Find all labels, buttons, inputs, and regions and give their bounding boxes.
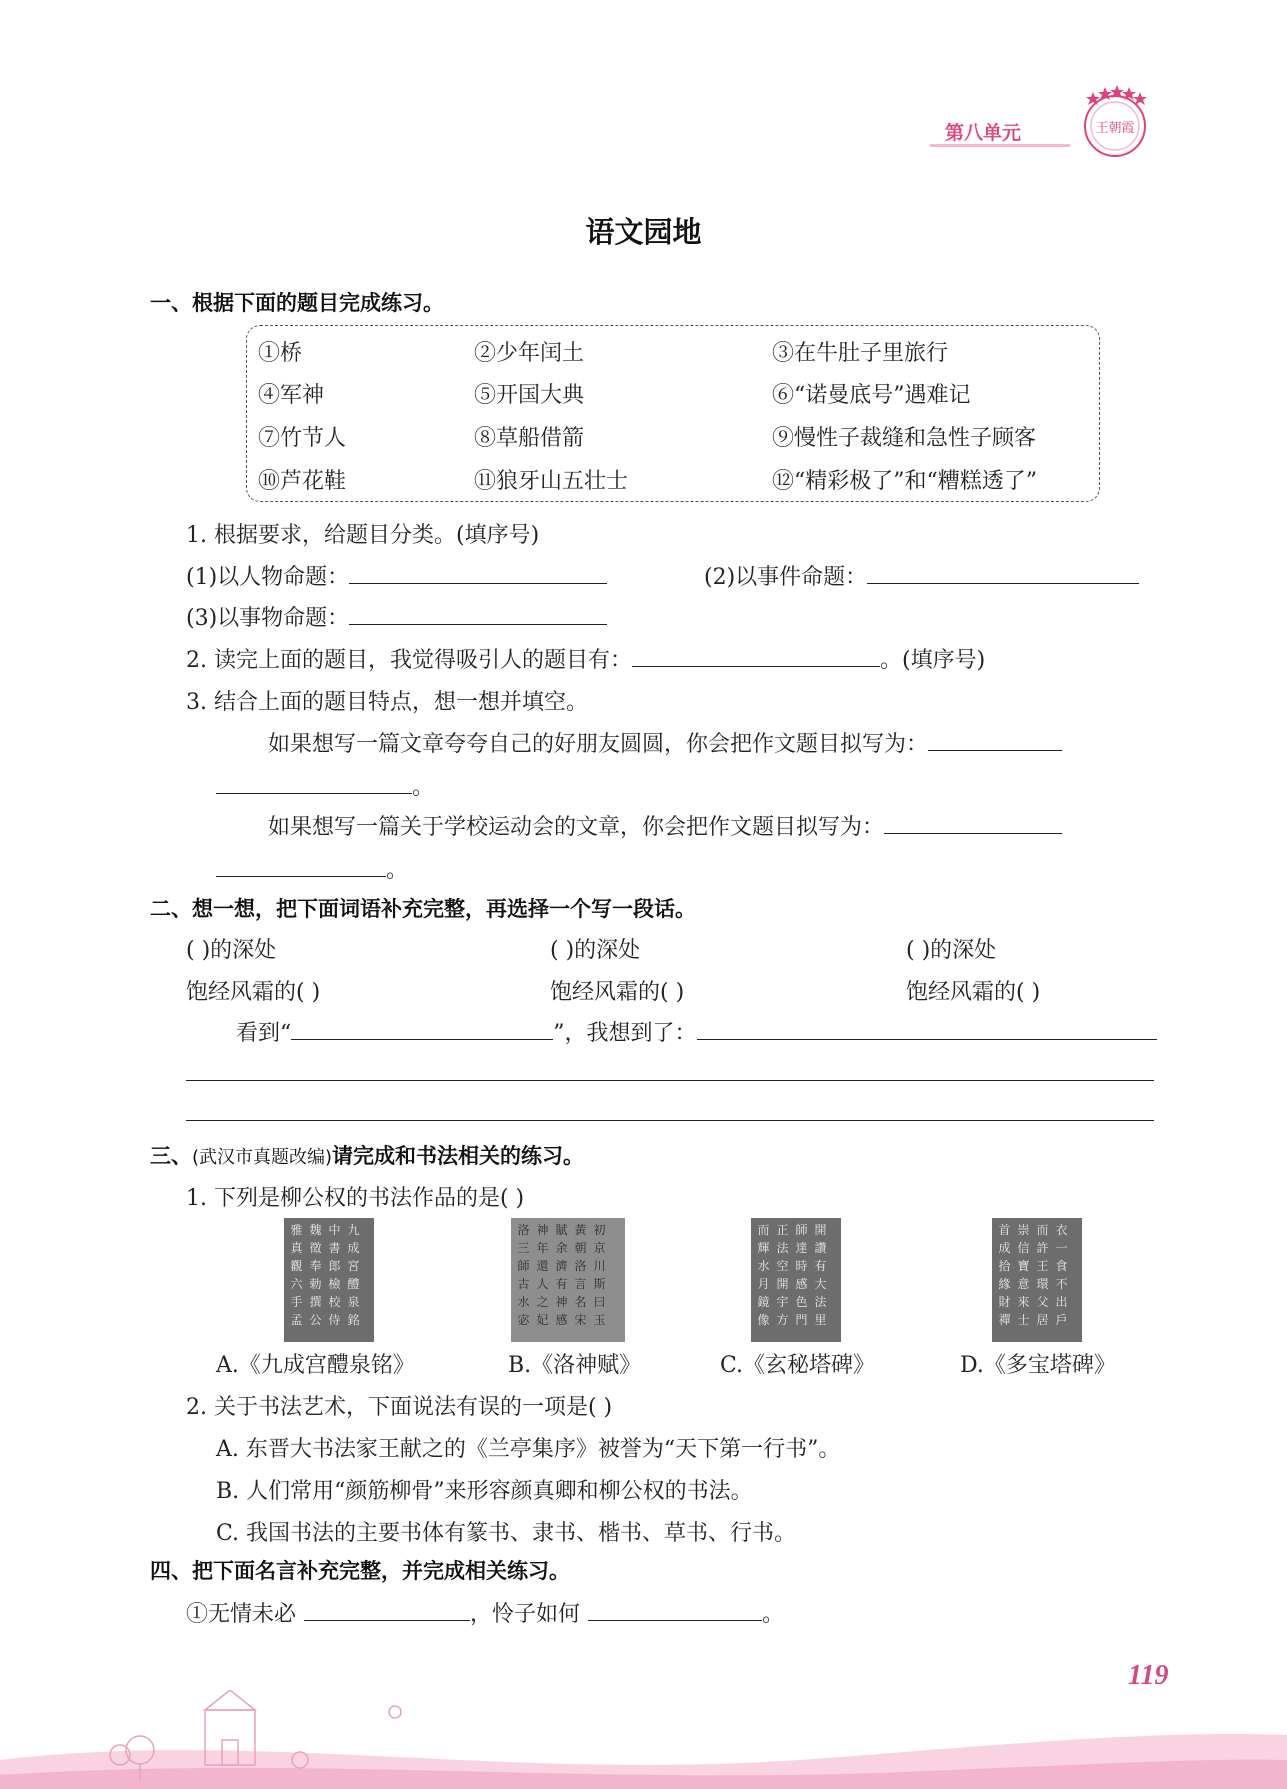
see-mid: ”，我想到了： (553, 1021, 697, 1046)
footer-decoration (0, 1690, 1287, 1789)
option-b[interactable]: B.《洛神赋》 (508, 1353, 642, 1378)
q3-sports-row (268, 810, 1062, 841)
question-1-3: 3. 结合上面的题目特点，想一想并填空。 (186, 690, 588, 715)
q3-sports-text: 如果想写一篇关于学校运动会的文章，你会把作文题目拟写为： (268, 815, 885, 840)
q1-person-label: (1)以人物命题： (186, 565, 350, 590)
title-item: ④军神 (258, 383, 325, 408)
frost-item[interactable]: 饱经风霜的( ) (186, 980, 321, 1005)
title-item: ③在牛肚子里旅行 (772, 341, 949, 366)
deep-item[interactable]: ( )的深处 (906, 938, 997, 963)
quote-blank-2[interactable] (588, 1600, 762, 1621)
frost-item[interactable]: 饱经风霜的( ) (906, 980, 1041, 1005)
see-row (236, 1016, 1157, 1047)
q2-option-b[interactable]: B. 人们常用“颜筋柳骨”来形容颜真卿和柳公权的书法。 (216, 1479, 753, 1504)
option-a[interactable]: A.《九成宫醴泉铭》 (216, 1353, 415, 1378)
quote-part-b: ，怜子如何 (470, 1602, 581, 1627)
title-item: ⑤开国大典 (474, 383, 585, 408)
section-3-heading (150, 1140, 584, 1170)
q3-sports-blank-1[interactable] (884, 813, 1062, 834)
see-thought-blank[interactable] (697, 1019, 1157, 1040)
title-item: ⑦竹节人 (258, 426, 347, 451)
unit-label: 第八单元 (945, 122, 1022, 144)
q1-thing-row (186, 601, 607, 632)
title-item: ⑫“精彩极了”和“糟糕透了” (772, 469, 1037, 494)
section-3-source: (武汉市真题改编) (192, 1147, 333, 1168)
page-number: 119 (1128, 1660, 1169, 1691)
writing-line[interactable] (186, 1120, 1154, 1121)
page-title: 语文园地 (585, 215, 702, 249)
title-item: ⑧草船借箭 (474, 426, 585, 451)
question-1-2 (186, 643, 985, 674)
header-divider (930, 144, 1070, 147)
q2-option-a[interactable]: A. 东晋大书法家王献之的《兰亭集序》被誉为“天下第一行书”。 (216, 1437, 841, 1462)
q2-prefix: 2. 读完上面的题目，我觉得吸引人的题目有： (186, 648, 632, 673)
section-1-heading: 一、根据下面的题目完成练习。 (150, 291, 444, 315)
title-item: ①桥 (258, 341, 303, 366)
quote-row (186, 1597, 784, 1628)
quote-blank-1[interactable] (304, 1600, 470, 1621)
q3-sports-row-2 (216, 853, 408, 884)
q3-friend-blank-1[interactable] (928, 730, 1062, 751)
question-3-1: 1. 下列是柳公权的书法作品的是( ) (186, 1186, 525, 1211)
q1-person-blank[interactable] (349, 563, 607, 584)
brand-logo (1075, 82, 1155, 162)
logo-text: 王朝霞 (1095, 121, 1135, 136)
writing-line[interactable] (186, 1080, 1154, 1081)
title-item: ⑪狼牙山五壮士 (474, 469, 629, 494)
period: 。 (412, 775, 435, 800)
question-3-2: 2. 关于书法艺术，下面说法有误的一项是( ) (186, 1395, 613, 1420)
q1-event-blank[interactable] (867, 563, 1139, 584)
section-3-title: 请完成和书法相关的练习。 (332, 1144, 585, 1168)
option-d[interactable]: D.《多宝塔碑》 (960, 1353, 1116, 1378)
q2-option-c[interactable]: C. 我国书法的主要书体有篆书、隶书、楷书、草书、行书。 (216, 1521, 797, 1546)
q1-event-row (704, 560, 1139, 591)
question-1-1: 1. 根据要求，给题目分类。(填序号) (186, 523, 540, 548)
calligraphy-image-c[interactable]: 而 正 師 開 輝 法 達 讚 水 空 時 有 月 開 感 大 鏡 宇 色 法 像 方 門 里 (751, 1218, 841, 1342)
quote-part-c: 。 (762, 1602, 785, 1627)
quote-part-a: ①无情未必 (186, 1602, 297, 1627)
q3-sports-blank-2[interactable] (216, 856, 386, 877)
period: 。 (386, 858, 409, 883)
q2-blank[interactable] (632, 646, 880, 667)
q3-friend-blank-2[interactable] (216, 773, 412, 794)
q3-friend-row-2 (216, 770, 434, 801)
section-3-number: 三、 (150, 1144, 192, 1168)
title-item: ⑨慢性子裁缝和急性子顾客 (772, 426, 1037, 451)
q3-friend-text: 如果想写一篇文章夸夸自己的好朋友圆圆，你会把作文题目拟写为： (268, 732, 929, 757)
q1-person-row (186, 560, 607, 591)
calligraphy-image-a[interactable]: 雅 魏 中 九 真 徵 書 成 觀 奉 郎 宮 六 勅 檢 醴 手 撰 校 泉 孟 公 侍 銘 (284, 1218, 374, 1342)
see-word-blank[interactable] (291, 1019, 553, 1040)
calligraphy-image-d[interactable]: 首 崇 而 衣 成 信 許 一 拾 寶 王 食 緣 意 環 不 財 來 父 出 禪 士 居 戶 (992, 1218, 1082, 1342)
option-c[interactable]: C.《玄秘塔碑》 (720, 1353, 876, 1378)
q2-suffix: 。(填序号) (880, 648, 986, 673)
q3-friend-row (268, 727, 1062, 758)
section-4-heading: 四、把下面名言补充完整，并完成相关练习。 (150, 1559, 570, 1583)
see-prefix: 看到“ (236, 1021, 292, 1046)
title-item: ②少年闰土 (474, 341, 585, 366)
calligraphy-image-b[interactable]: 洛 神 賦 黃 初 三 年 余 朝 京 師 還 濟 洛 川 古 人 有 言 斯 水 之 神 名 曰 宓 妃 感 宋 玉 (511, 1218, 625, 1342)
title-item: ⑥“诺曼底号”遇难记 (772, 383, 971, 408)
q1-thing-blank[interactable] (349, 604, 607, 625)
frost-item[interactable]: 饱经风霜的( ) (550, 980, 685, 1005)
section-2-heading: 二、想一想，把下面词语补充完整，再选择一个写一段话。 (150, 897, 696, 921)
deep-item[interactable]: ( )的深处 (550, 938, 641, 963)
deep-item[interactable]: ( )的深处 (186, 938, 277, 963)
q1-thing-label: (3)以事物命题： (186, 606, 350, 631)
title-item: ⑩芦花鞋 (258, 469, 347, 494)
q1-event-label: (2)以事件命题： (704, 565, 868, 590)
